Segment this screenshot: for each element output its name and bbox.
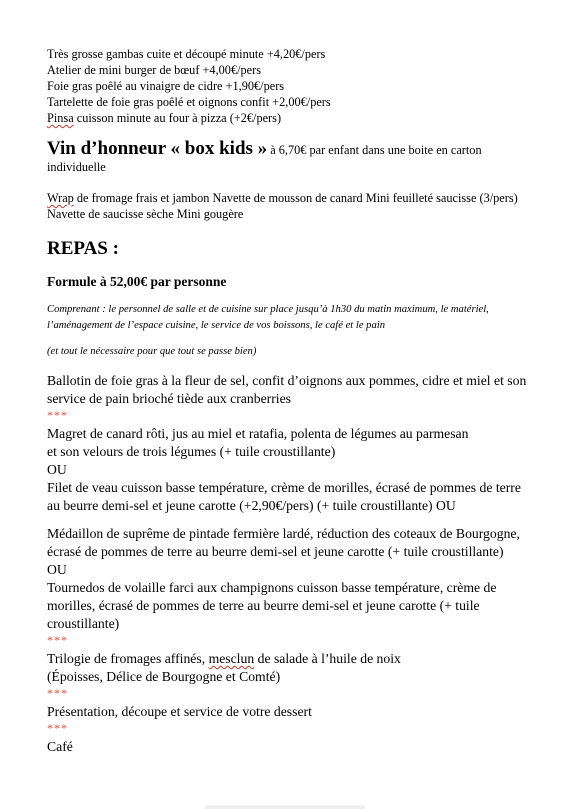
pinsa-rest: cuisson minute au four à pizza (+2€/pers) [73,111,282,125]
extra-gambas: Très grosse gambas cuite et découpé minute +4,20€/pers [47,47,326,61]
menu-cafe: Café [47,739,73,754]
extra-foie-gras: Foie gras poêlé au vinaigre de cidre +1,90€/pers [47,79,285,93]
extra-tartelette: Tartelette de foie gras poêlé et oignons confit +2,00€/pers [47,95,331,109]
cheese-post: de salade à l’huile de noix [254,651,401,666]
menu-ou-2: OU [47,562,67,577]
pinsa-word: Pinsa [47,111,74,125]
repas-title: REPAS : [47,238,119,259]
bottom-scroll-bar[interactable] [205,805,365,809]
menu-tournedos: Tournedos de volaille farci aux champignons cuisson basse température, crème de morilles, écrasé de pommes de terre au beurre demi-sel et jeune carotte (+ tuile croustillante) [47,580,497,631]
box-kids-items [47,190,532,222]
document-page [47,46,532,756]
box-kids-items-rest: de fromage frais et jambon Navette de mousson de canard Mini feuilleté saucisse (3/pers) Navette de saucisse sèche Mini gougère [47,191,518,221]
separator-1: *** [47,408,68,422]
box-kids-price: à 6,70€ par enfant dans une boite en carton individuelle [47,143,482,174]
box-kids-title: Vin d’honneur « box kids » [47,138,268,159]
extra-pinsa [47,110,532,126]
comprenant-text: Comprenant : le personnel de salle et de cuisine sur place jusqu’à 1h30 du matin maximum, le matériel, l’aménagement de l’espace cuisine, le service de vos boissons, le café et le pain [47,304,489,331]
menu-filet: Filet de veau cuisson basse température, crème de morilles, écrasé de pommes de terre au beurre demi-sel et jeune carotte (+2,90€/pers) (+ tuile croustillante) OU [47,480,521,513]
menu-cheese-line2: (Époisses, Délice de Bourgogne et Comté) [47,669,281,684]
menu-ou-1: OU [47,462,67,477]
menu-cheese [47,650,532,668]
menu-medaillon: Médaillon de suprême de pintade fermière lardé, réduction des coteaux de Bourgogne, écrasé de pommes de terre au beurre demi-sel et jeune carotte (+ tuile croustillante) [47,526,520,559]
menu-starter: Ballotin de foie gras à la fleur de sel, confit d’oignons aux pommes, cidre et miel et son service de pain brioché tiède aux cranberries [47,373,527,406]
comprenant-note: (et tout le nécessaire pour que tout se passe bien) [47,346,257,357]
extras-list [47,46,532,126]
box-kids-heading [47,140,532,176]
formule-price: Formule à 52,00€ par personne [47,274,227,289]
menu-magret-line1: Magret de canard rôti, jus au miel et ratafia, polenta de légumes au parmesan [47,426,469,441]
wrap-word: Wrap [47,191,74,205]
mesclun-word: mesclun [208,651,255,666]
menu-dessert: Présentation, découpe et service de votre dessert [47,704,312,719]
cheese-pre: Trilogie de fromages affinés, [47,651,209,666]
separator-4: *** [47,721,68,735]
extra-burger: Atelier de mini burger de bœuf +4,00€/pers [47,63,261,77]
separator-3: *** [47,686,68,700]
separator-2: *** [47,633,68,647]
menu-magret-line2: et son velours de trois légumes (+ tuile croustillante) [47,444,336,459]
